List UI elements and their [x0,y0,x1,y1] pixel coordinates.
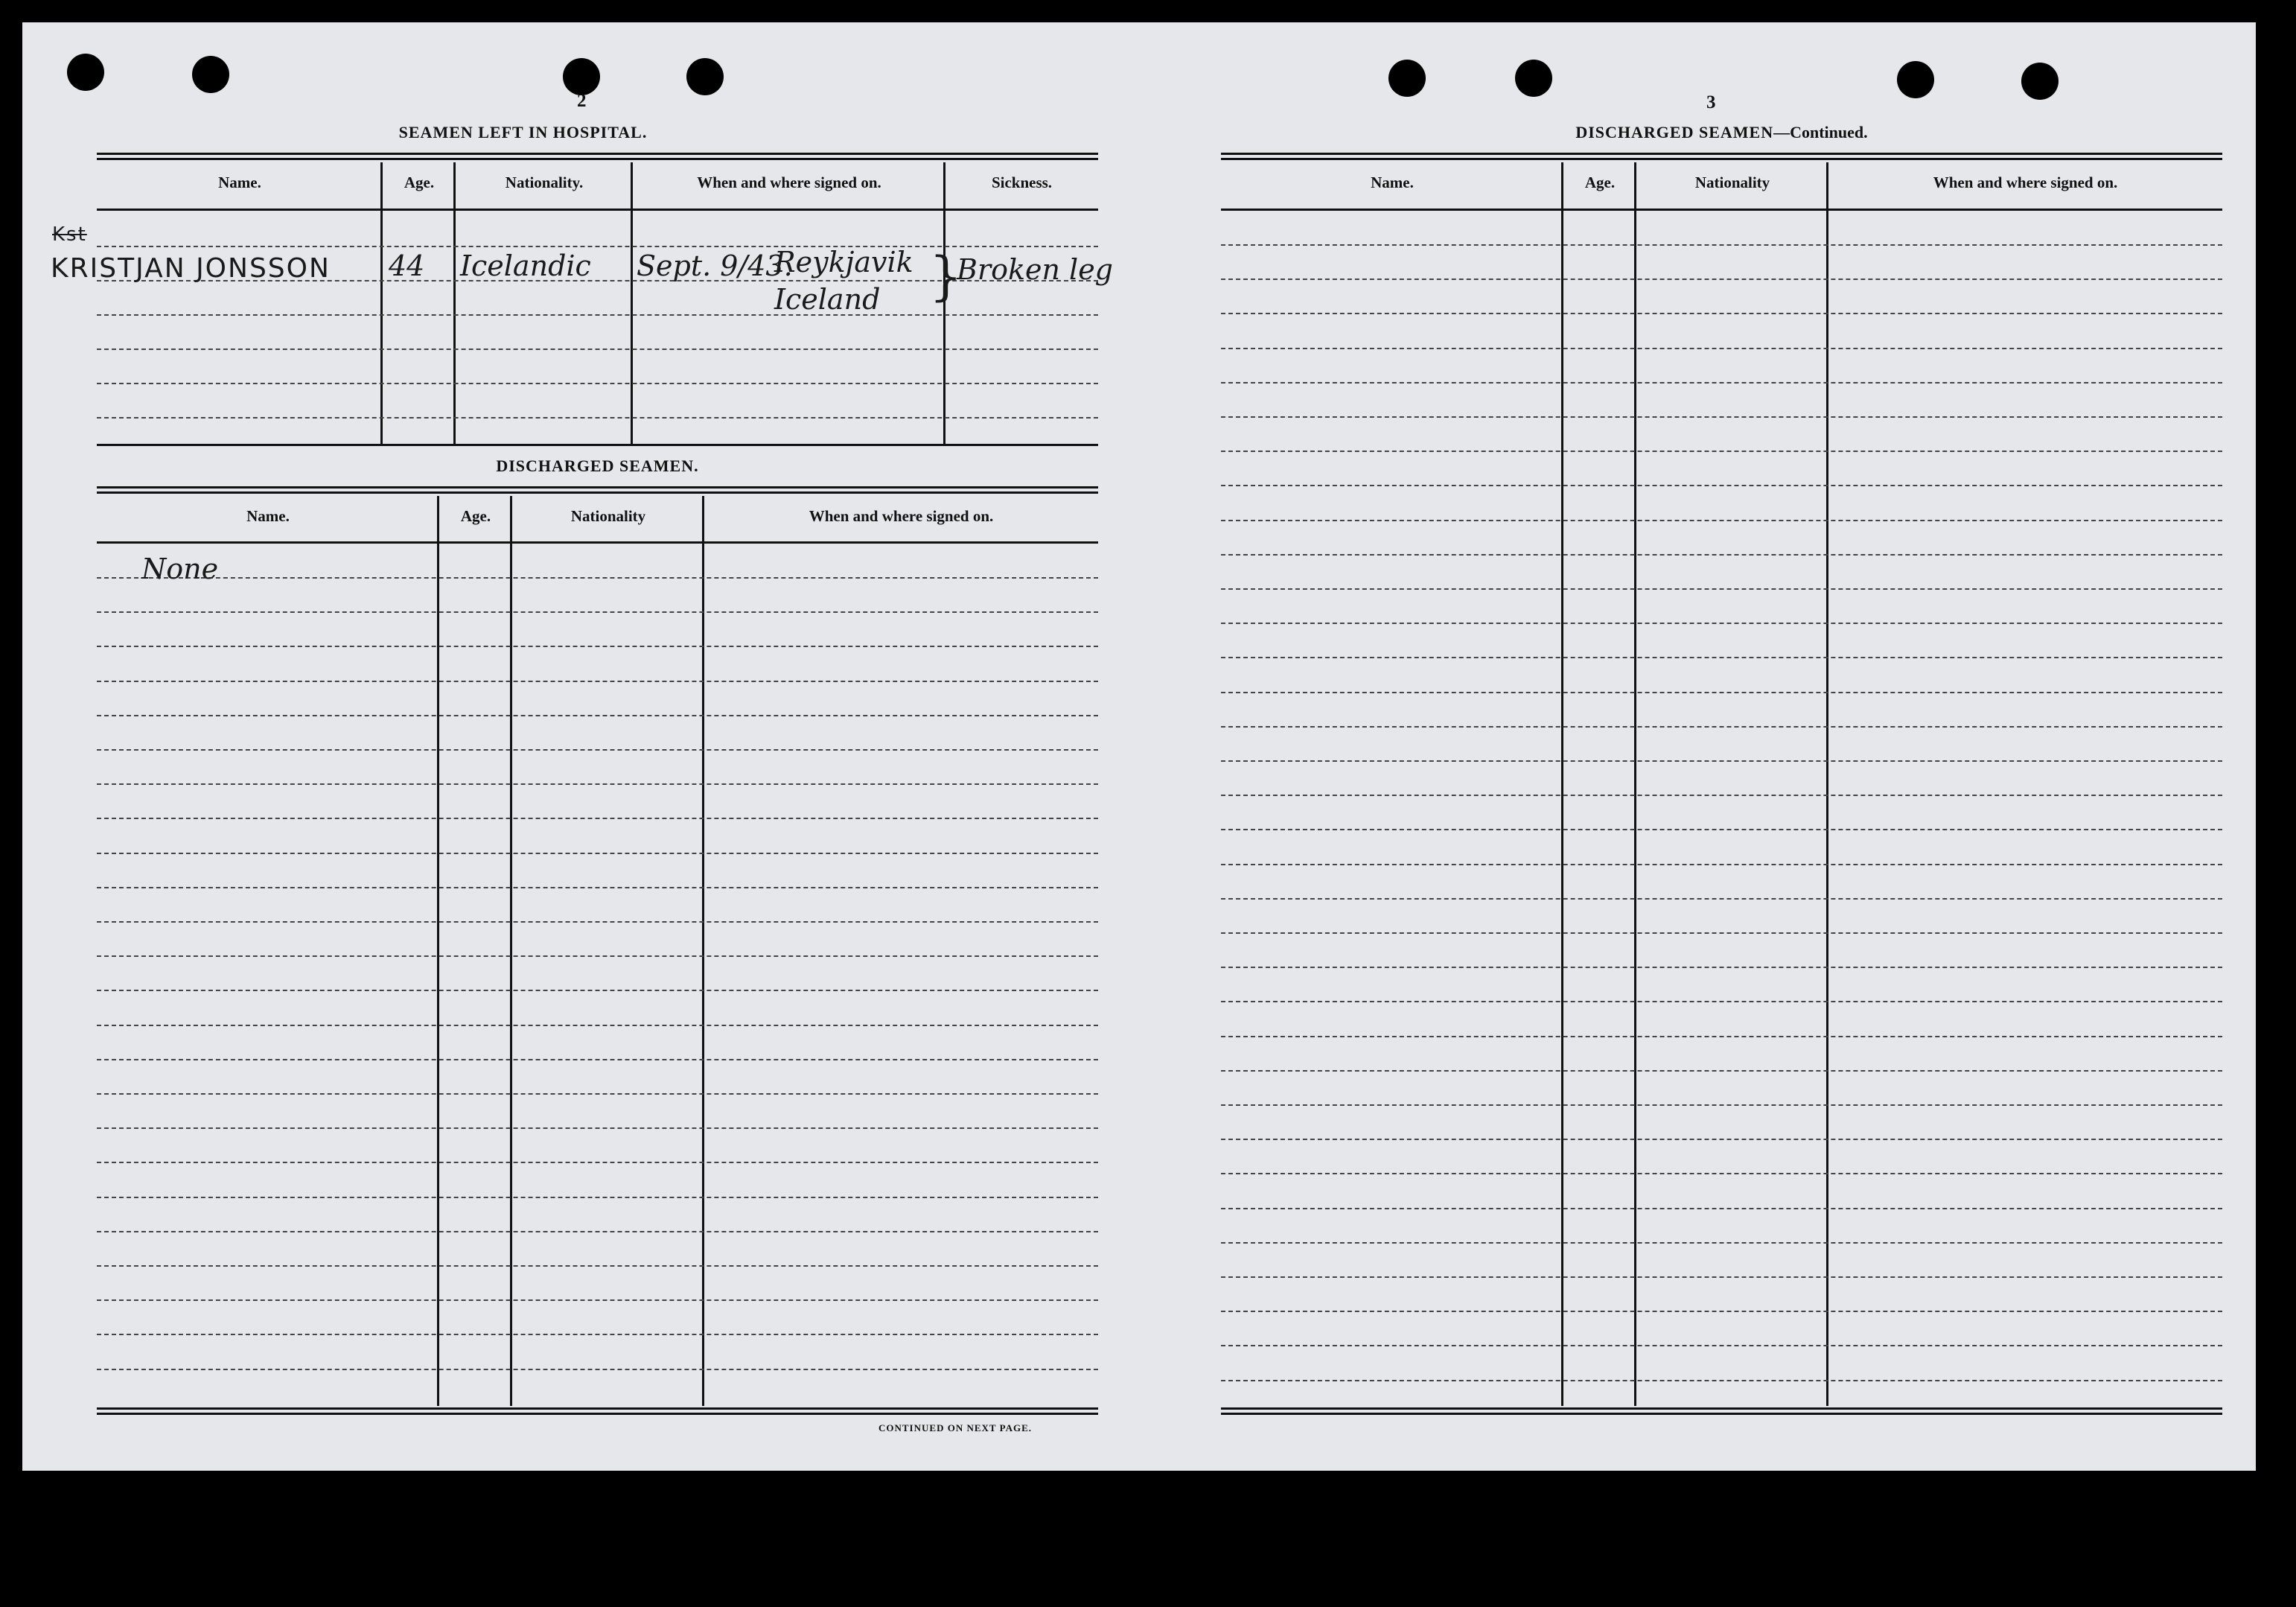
signed-on-place-2: Iceland [774,283,881,316]
column-header-nationality: Nationality [1694,174,1770,191]
ruled-line [1221,1276,2222,1278]
punch-hole [563,58,600,95]
ruled-line [97,577,1098,579]
ruled-line [1221,588,2222,590]
column-header-sickness: Sickness. [991,174,1053,191]
table-top-rule [97,153,1098,160]
ruled-line [97,1265,1098,1267]
table-top-rule [1221,153,2222,160]
ruled-line [97,1369,1098,1370]
ruled-line [1221,898,2222,900]
ruled-line [1221,348,2222,349]
ruled-line [1221,623,2222,624]
ruled-line [1221,726,2222,728]
column-divider [702,496,704,1406]
ruled-line [97,1334,1098,1335]
ruled-line [97,1197,1098,1198]
ruled-line [97,887,1098,888]
punch-hole [1388,60,1426,97]
seaman-nationality: Icelandic [460,249,591,282]
ruled-line [1221,451,2222,452]
ruled-line [97,1059,1098,1060]
ruled-line [97,783,1098,785]
signed-on-date: Sept. 9/43. [637,249,793,282]
ruled-line [1221,1139,2222,1140]
ruled-line [97,611,1098,613]
seaman-name: KRISTJAN JONSSON [51,253,331,284]
ruled-line [1221,657,2222,658]
continued-footer: CONTINUED ON NEXT PAGE. [878,1422,1032,1433]
ruled-line [1221,416,2222,418]
ruled-line [97,646,1098,647]
ruled-line [97,818,1098,819]
column-divider [380,162,383,444]
ruled-line [97,417,1098,419]
ruled-line [97,349,1098,350]
column-header-nationality: Nationality. [505,174,584,191]
hospital-section-title: SEAMEN LEFT IN HOSPITAL. [398,123,648,141]
document-sheet [22,22,2256,1471]
ruled-line [1221,520,2222,521]
ruled-line [1221,692,2222,693]
column-header-name: Name. [1371,174,1414,191]
table-top-rule [97,486,1098,494]
header-rule [97,541,1098,544]
punch-hole [686,58,724,95]
ruled-line [97,1127,1098,1129]
right-page-title [1221,123,2222,142]
ruled-line [1221,1311,2222,1312]
header-rule [97,209,1098,211]
punch-hole [1515,60,1552,97]
brace-mark: } [929,246,963,307]
ruled-line [1221,1380,2222,1381]
ruled-line [1221,1104,2222,1106]
right-page-title-continued: —Continued. [1773,123,1868,141]
ruled-line [1221,1208,2222,1209]
ruled-line [1221,1001,2222,1002]
column-header-signed-on: When and where signed on. [809,507,994,525]
ruled-line [1221,795,2222,796]
column-header-signed-on: When and where signed on. [697,174,881,191]
ruled-line [1221,554,2222,556]
seaman-sickness: Broken leg [957,253,1114,286]
ruled-line [97,1299,1098,1301]
punch-hole [1897,61,1934,98]
ruled-line [1221,485,2222,486]
struck-name-fragment: Kst [52,223,87,246]
discharged-section-title: DISCHARGED SEAMEN. [496,456,699,475]
ruled-line [1221,1173,2222,1174]
column-header-name: Name. [218,174,261,191]
ruled-line [1221,279,2222,280]
ruled-line [97,715,1098,716]
ruled-line [97,1162,1098,1163]
punch-hole [192,56,229,93]
column-divider [453,162,456,444]
ruled-line [97,1231,1098,1232]
ruled-line [97,749,1098,751]
table-bottom-rule [97,1407,1098,1415]
signed-on-place-1: Reykjavik [774,246,913,279]
ruled-line [97,921,1098,923]
ruled-line [1221,244,2222,246]
ruled-line [97,990,1098,991]
ruled-line [1221,1070,2222,1072]
column-header-signed-on: When and where signed on. [1933,174,2118,191]
column-divider [631,162,633,444]
ruled-line [97,383,1098,384]
punch-hole [2021,63,2059,100]
ruled-line [1221,1036,2222,1037]
ruled-line [97,853,1098,854]
ruled-line [1221,864,2222,865]
column-divider [510,496,512,1406]
ruled-line [1221,313,2222,314]
column-header-nationality: Nationality [570,507,646,525]
ruled-line [97,955,1098,957]
ruled-line [1221,382,2222,384]
seaman-age: 44 [389,249,425,282]
ruled-line [97,1093,1098,1095]
punch-hole [67,54,104,91]
ruled-line [97,1025,1098,1026]
ruled-line [1221,760,2222,762]
column-divider [437,496,439,1406]
ruled-line [1221,1242,2222,1244]
column-header-age: Age. [460,507,491,525]
section-end-rule [97,444,1098,446]
column-header-name: Name. [246,507,290,525]
page-number-left: 2 [577,91,587,111]
column-header-age: Age. [1584,174,1616,191]
ruled-line [97,681,1098,682]
ruled-line [1221,1345,2222,1346]
ruled-line [1221,932,2222,934]
ruled-line [1221,829,2222,830]
ruled-line [1221,967,2222,968]
page-number-right: 3 [1706,92,1716,112]
column-header-age: Age. [404,174,435,191]
discharged-entry-name: None [141,553,219,585]
ruled-line [97,314,1098,316]
table-bottom-rule [1221,1407,2222,1415]
header-rule [1221,209,2222,211]
right-page-title-main: DISCHARGED SEAMEN [1575,123,1774,141]
